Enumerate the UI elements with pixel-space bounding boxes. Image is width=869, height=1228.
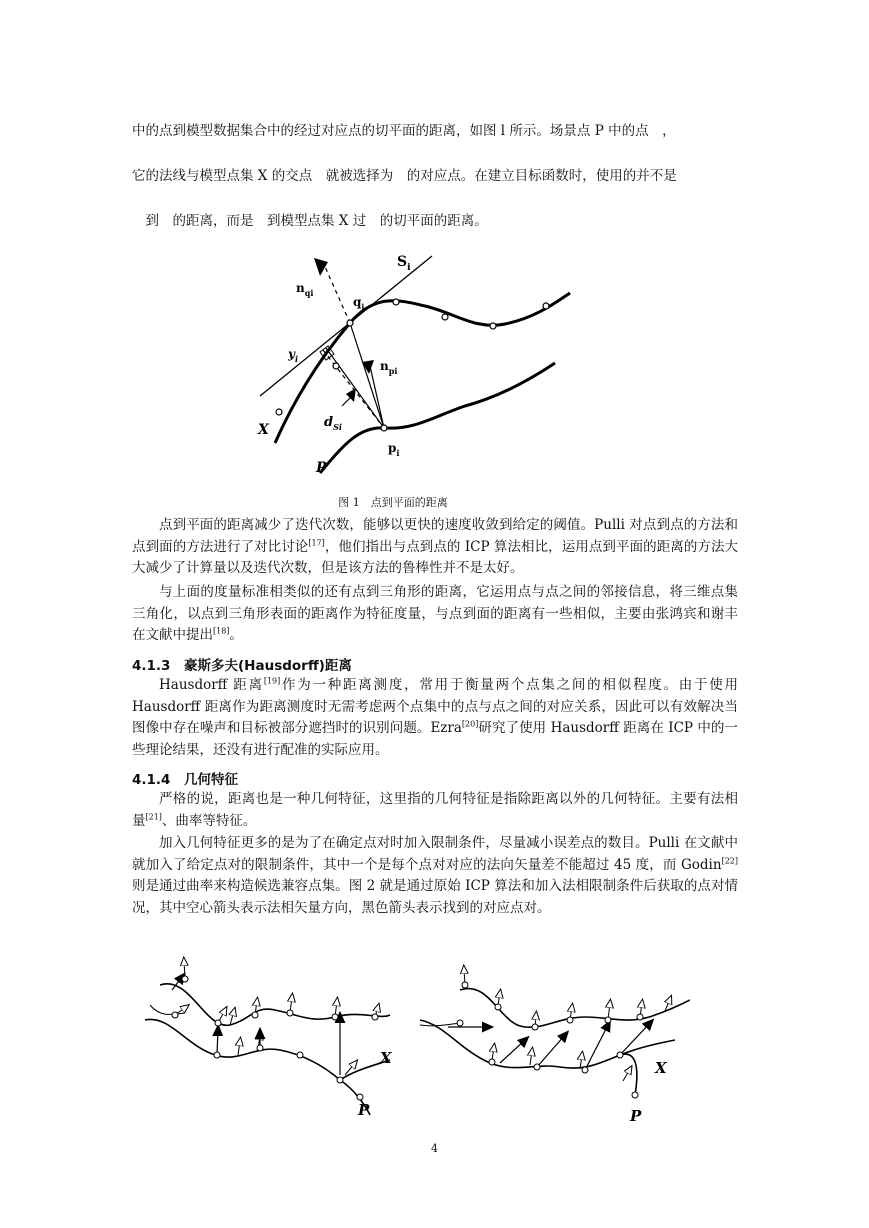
svg-text:nqi	[296, 281, 313, 298]
section-heading-hausdorff	[132, 654, 352, 674]
paragraph-text: 。	[229, 627, 243, 643]
paragraph-text: 严格的说，距离也是一种几何特征，这里指的几何特征是指除距离以外的几何特征。主要有法相量	[132, 791, 738, 829]
intro-line-2: 它的法线与模型点集 X 的交点 就被选择为 的对应点。在建立目标函数时，使用的并不是	[132, 168, 677, 184]
citation: [18]	[213, 626, 230, 636]
citation: [22]	[721, 856, 738, 865]
intro-line-3: 到 的距离，而是 到模型点集 X 过 的切平面的距离。	[132, 213, 488, 229]
figure-1-label-p-set: P	[316, 460, 327, 476]
section-number: 4.1.4	[132, 772, 171, 788]
paragraph-text: 点到平面的距离减少了迭代次数，能够以更快的速度收敛到给定的阈值。Pulli 对点到点的方法和点到面的方法进行了对比讨论	[132, 517, 738, 555]
figure-1-label-d-sub: Si	[333, 422, 342, 432]
figure-1-label-s-sub: i	[407, 263, 411, 273]
figure-1-label-q-sub: i	[361, 302, 365, 312]
paragraph-geometric-constraints	[132, 833, 738, 919]
figure-2-diagram	[130, 955, 690, 1125]
citation: [20]	[461, 719, 479, 729]
figure-1-label-np-sub: pi	[388, 366, 398, 376]
figure-1-label-y: y	[288, 347, 295, 361]
paragraph-point-to-plane	[132, 515, 738, 580]
intro-line-1: 中的点到模型数据集合中的经过对应点的切平面的距离，如图 l 所示。场景点 P 中的点 ，	[132, 123, 676, 139]
figure-1-label-p-sub: i	[396, 448, 400, 458]
figure-1-label-s: S	[397, 254, 408, 270]
paragraph-geometric-definition	[132, 789, 738, 832]
svg-text:Si	[397, 254, 411, 273]
section-number: 4.1.3	[132, 658, 171, 674]
page-number: 4	[431, 1142, 438, 1155]
paragraph-text: 则是通过曲率来构造候选兼容点集。图 2 就是通过原始 ICP 算法和加入法相限制条件后获取的点对情况，其中空心箭头表示法相矢量方向，黑色箭头表示找到的对应点对。	[132, 878, 738, 916]
paragraph-text: 与上面的度量标准相类似的还有点到三角形的距离，它运用点与点之间的邻接信息，将三维点集三角化，以点到三角形表面的距离作为特征度量，与点到面的距离有一些相似，主要由张鸿宾和谢丰在文献中提出	[132, 584, 738, 643]
figure-2-left-panel	[145, 961, 393, 1119]
section-heading-geometric-features	[132, 768, 238, 788]
figure-1-caption: 图 1 点到平面的距离	[338, 496, 448, 509]
figure-2-right-panel	[420, 969, 690, 1125]
paragraph-text: 、曲率等特征。	[161, 812, 257, 829]
figure-1-label-q: q	[353, 295, 362, 309]
paragraph-point-to-triangle	[132, 582, 738, 647]
figure-1-label-x: X	[258, 422, 269, 438]
citation: [21]	[145, 812, 162, 821]
svg-text:qi	[353, 295, 364, 312]
figure-2-right-label-x: X	[655, 1059, 667, 1077]
figure-2-right-label-p: P	[630, 1107, 642, 1125]
figure-1-label-y-sub: i	[294, 354, 299, 364]
figure-1-label-p: p	[388, 441, 397, 455]
paragraph-text: ，他们指出与点到点的 ICP 算法相比，运用点到平面的距离的方法大大减少了计算量以及迭代次数，但是该方法的鲁棒性并不是太好。	[132, 538, 739, 576]
paragraph-text: Hausdorff 距离	[159, 677, 264, 693]
figure-1-label-nq: n	[296, 281, 305, 295]
paragraph-hausdorff	[132, 675, 738, 761]
figure-2-left-label-x: X	[380, 1049, 392, 1067]
figure-1-label-d: d	[324, 415, 334, 430]
citation: [19]	[263, 676, 281, 686]
svg-text:yi	[287, 347, 298, 364]
svg-text:npi	[380, 359, 397, 376]
svg-text:pi	[388, 441, 399, 458]
section-title: 豪斯多夫(Hausdorff)距离	[184, 658, 352, 674]
section-title: 几何特征	[184, 772, 238, 788]
svg-text:dSi	[324, 415, 342, 432]
figure-1-diagram	[250, 248, 590, 488]
citation: [17]	[308, 538, 325, 547]
figure-1-label-nq-sub: qi	[304, 288, 314, 298]
paragraph-text: 加入几何特征更多的是为了在确定点对时加入限制条件，尽量减小误差点的数目。Pulli 在文献中就加入了给定点对的限制条件，其中一个是每个点对对应的法向矢量差不能超过 45 度，而 Godin	[132, 835, 738, 873]
paragraph-text: 作为一种距离测度，常用于衡量两个点集之间的相似程度。由于使用 Hausdorff 距离作为距离测度时无需考虑两个点集中的点与点之间的对应关系，因此可以有效解决当图像中存在噪声和目标被部分遮挡时的识别问题。Ezra	[132, 677, 738, 736]
figure-1-label-np: n	[380, 359, 389, 373]
figure-2-left-label-p: P	[358, 1101, 370, 1119]
paragraph-text: 研究了使用 Hausdorff 距离在 ICP 中的一些理论结果，还没有进行配准的实际应用。	[132, 720, 739, 758]
